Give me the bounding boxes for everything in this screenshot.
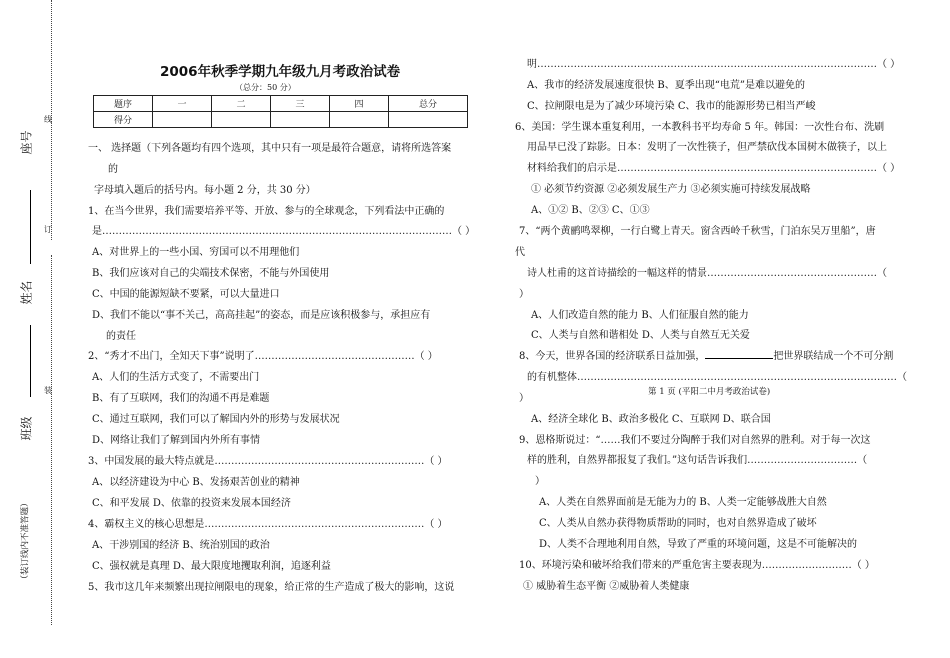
option-text: D、网络让我们了解到国内外所有事情 (92, 435, 261, 446)
question-text: ） (535, 476, 545, 487)
question-text: 明…………………………………………………………………………………………（ ） (527, 59, 901, 70)
score-input-cell[interactable] (212, 112, 271, 128)
binding-dotted-line-bottom (51, 255, 52, 625)
question-text: 诗人杜甫的这首诗描绘的一幅这样的情景……………………………………………（ (527, 268, 887, 279)
option-text: C、人类从自然办获得物质帮助的同时，也对自然界造成了破坏 (539, 518, 817, 529)
total-score-note: （总分：50 分） (235, 83, 296, 92)
option-text: A、我市的经济发展速度很快 B、夏季出现“电荒”是难以避免的 (527, 80, 805, 91)
score-table-score-row (94, 112, 468, 128)
score-cell: 一 (153, 96, 212, 112)
score-input-cell[interactable] (153, 112, 212, 128)
fill-in-blank[interactable] (705, 348, 773, 359)
option-text: A、人们的生活方式变了，不需要出门 (92, 372, 260, 383)
option-text: A、以经济建设为中心 B、发扬艰苦创业的精神 (92, 477, 300, 488)
score-cell: 得分 (94, 112, 153, 128)
option-text: A、经济全球化 B、政治多极化 C、互联网 D、联合国 (531, 414, 771, 425)
score-cell: 题序 (94, 96, 153, 112)
question-text-part: 8、今天，世界各国的经济联系日益加强， (519, 351, 706, 362)
option-text: C、通过互联网，我们可以了解国内外的形势与发展状况 (92, 414, 340, 425)
seat-label: 座号 (19, 130, 34, 155)
question-text: 材料给我们的启示是……………………………………………………………………（ ） (527, 163, 901, 174)
option-text: A、人们改造自然的能力 B、人们征服自然的能力 (531, 310, 749, 321)
option-text: D、人类不合理地利用自然，导致了严重的环境问题，这是不可能解决的 (539, 539, 858, 550)
exam-title: 2006年秋季学期九年级九月考政治试卷 (160, 64, 401, 80)
class-blank-line (30, 325, 31, 397)
page-footer: 第 1 页 (平阳二中月考政治试卷) (648, 387, 771, 397)
no-answer-note: （装订线内不准答题） (20, 498, 31, 584)
score-input-cell[interactable] (330, 112, 389, 128)
question-text: 3、中国发展的最大特点就是………………………………………………………（ ） (88, 456, 448, 467)
option-text: D、我们不能以“事不关己，高高挂起”的姿态，而是应该积极参与，承担应有 (92, 310, 431, 321)
score-table-header-row (94, 96, 468, 112)
question-text: 用品早已没了踪影。日本：发明了一次性筷子，但严禁砍伐本国树木做筷子，以上 (527, 142, 887, 153)
binding-mark-ding: 订 (44, 225, 52, 234)
question-text: ） (519, 393, 529, 404)
option-text: 的责任 (106, 331, 136, 342)
option-text: C、强权就是真理 D、最大限度地攫取利润，追逐利益 (92, 561, 331, 572)
option-text: A、人类在自然界面前是无能为力的 B、人类一定能够战胜大自然 (539, 497, 827, 508)
binding-mark-zhuang: 装 (44, 386, 52, 395)
option-text: ① 威胁着生态平衡 ②威胁着人类健康 (523, 581, 690, 592)
score-cell: 四 (330, 96, 389, 112)
option-text: A、①② B、②③ C、①③ (531, 205, 650, 216)
option-text: C、人类与自然和谐相处 D、人类与自然互无关爱 (531, 330, 750, 341)
question-text: 样的胜利，自然界都报复了我们。”这句话告诉我们……………………………（ (527, 455, 868, 466)
question-text: ） (519, 289, 529, 300)
question-text: 字母填入题后的括号内。每小题 2 分，共 30 分） (94, 185, 316, 196)
question-text: 7、“两个黄鹂鸣翠柳，一行白鹭上青天。窗含西岭千秋雪，门泊东吴万里船”，唐 (519, 226, 876, 237)
question-text: 的有机整体……………………………………………………………………………………（ (527, 372, 907, 383)
question-text: 1、在当今世界，我们需要培养平等、开放、参与的全球观念，下列看法中正确的 (88, 206, 445, 217)
question-text: 的 (108, 164, 118, 175)
score-input-cell[interactable] (389, 112, 468, 128)
name-blank-line (30, 190, 31, 264)
question-text: 5、我市这几年来频繁出现拉闸限电的现象，给正常的生产造成了极大的影响，这说 (88, 582, 455, 593)
question-text (519, 347, 893, 362)
question-text-part: 把世界联结成一个不可分割 (773, 351, 894, 362)
question-text: 10、环境污染和破坏给我们带来的严重危害主要表现为………………………（ ） (519, 560, 875, 571)
score-table (93, 95, 468, 128)
question-text: 9、恩格斯说过：“……我们不要过分陶醉于我们对自然界的胜利。对于每一次这 (519, 435, 871, 446)
question-text: 6、美国：学生课本重复利用，一本教科书平均寿命 5 年。韩国：一次性台布、洗刷 (515, 122, 885, 133)
option-text: C、中国的能源短缺不要紧，可以大量进口 (92, 289, 280, 300)
section-heading: 一、 选择题（下列各题均有四个选项，其中只有一项是最符合题意，请将所选答案 (88, 143, 452, 154)
option-text: A、对世界上的一些小国、穷国可以不用理他们 (92, 247, 300, 258)
option-text: B、有了互联网，我们的沟通不再是难题 (92, 393, 270, 404)
binding-mark-line: 线 (44, 115, 52, 124)
name-label: 姓名 (19, 280, 34, 305)
option-text: A、干涉别国的经济 B、统治别国的政治 (92, 540, 270, 551)
score-cell: 总分 (389, 96, 468, 112)
class-label: 班级 (19, 416, 34, 441)
score-input-cell[interactable] (271, 112, 330, 128)
option-text: ① 必须节约资源 ②必须发展生产力 ③必须实施可持续发展战略 (531, 184, 811, 195)
option-text: C、和平发展 D、依靠的投资来发展本国经济 (92, 498, 291, 509)
question-text: 4、霸权主义的核心思想是…………………………………………………………（ ） (88, 519, 448, 530)
option-text: C、拉闸限电是为了减少环境污染 C、我市的能源形势已相当严峻 (527, 101, 816, 112)
question-text: 代 (515, 247, 525, 258)
question-text: 是……………………………………………………………………………………………（ ） (92, 226, 476, 237)
score-cell: 二 (212, 96, 271, 112)
score-cell: 三 (271, 96, 330, 112)
option-text: B、我们应该对自己的尖端技术保密，不能与外国使用 (92, 268, 330, 279)
question-text: 2、“秀才不出门，全知天下事”说明了…………………………………………（ ） (88, 351, 438, 362)
